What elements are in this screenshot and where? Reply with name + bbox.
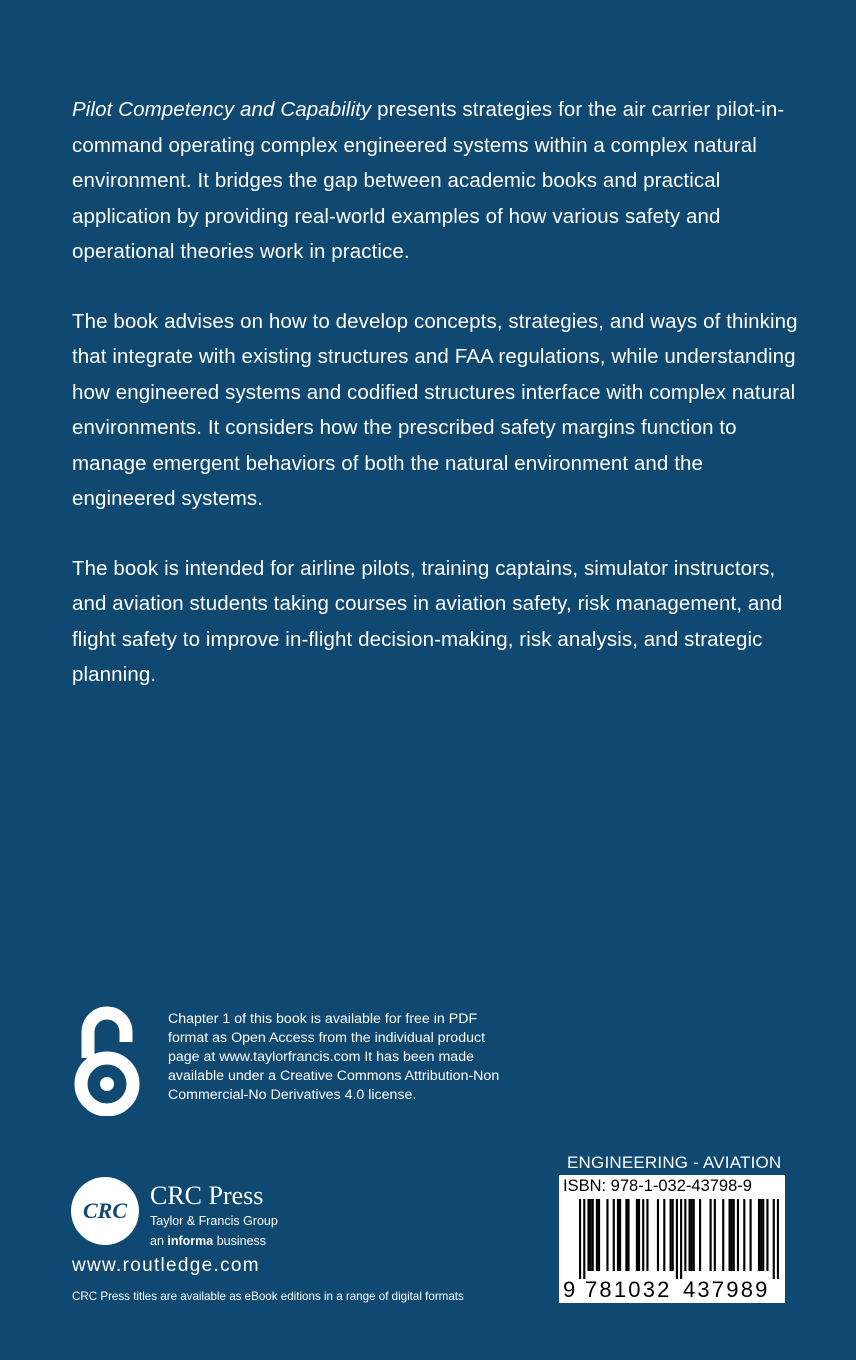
barcode-bar <box>750 1199 752 1271</box>
barcode-bar <box>722 1199 724 1271</box>
open-access-line: available under a Creative Commons Attribution-Non <box>168 1068 500 1084</box>
barcode-bar <box>625 1199 627 1271</box>
publisher-url[interactable]: www.routledge.com <box>72 1255 260 1276</box>
barcode-bars <box>579 1199 779 1279</box>
barcode-bar <box>733 1199 735 1271</box>
open-access-line: format as Open Access from the individual product <box>168 1030 486 1046</box>
barcode-bar <box>583 1199 585 1279</box>
barcode-digits-left: 781032 <box>585 1277 672 1302</box>
barcode-bar <box>710 1199 712 1271</box>
barcode-bar <box>773 1199 775 1279</box>
isbn-barcode <box>559 1175 785 1303</box>
publisher-group: Taylor & Francis Group <box>150 1214 278 1228</box>
barcode-bar <box>760 1199 762 1271</box>
informa-business <box>150 1233 266 1249</box>
back-cover-blurb <box>72 92 802 693</box>
barcode-bar <box>777 1199 779 1279</box>
barcode-bar <box>693 1199 695 1271</box>
barcode-bar <box>684 1199 686 1271</box>
barcode-bar <box>731 1199 733 1271</box>
informa-word: informa <box>167 1234 214 1248</box>
barcode-bar <box>672 1199 674 1271</box>
barcode-bar <box>627 1199 629 1271</box>
barcode-bar <box>596 1199 598 1271</box>
open-access-line: Commercial-No Derivatives 4.0 license. <box>168 1087 417 1103</box>
blurb-paragraph-3: The book is intended for airline pilots, training captains, simulator instructors, and aviation students taking courses in aviation safety, risk management, and flight safety to improve in-flight decision-making, risk analysis, and strategic planning. <box>72 556 783 686</box>
open-access-lock-icon <box>74 1004 140 1116</box>
book-title: Pilot Competency and Capability <box>72 98 372 121</box>
crc-press-logo <box>70 1176 140 1246</box>
barcode-bar <box>663 1199 665 1271</box>
barcode-bar <box>606 1199 608 1271</box>
barcode-bar <box>598 1199 600 1271</box>
barcode-bar <box>590 1199 592 1271</box>
open-access-line: page at www.taylorfrancis.com It has been made <box>168 1049 474 1065</box>
barcode-bar <box>646 1199 648 1271</box>
blurb-paragraph-1-text: presents strategies for the air carrier pilot-in-command operating complex engineered systems within a complex natural environment. It bridges the gap between academic books and practical application by providing real-world examples of how various safety and operational theories work in practice. <box>72 98 785 263</box>
barcode-bar <box>638 1199 640 1271</box>
barcode-bar <box>714 1199 716 1271</box>
subject-category: ENGINEERING - AVIATION <box>567 1153 782 1172</box>
barcode-bar <box>670 1199 672 1271</box>
open-access-line: Chapter 1 of this book is available for free in PDF <box>168 1011 478 1027</box>
blurb-paragraph-1 <box>72 92 802 270</box>
open-access-notice <box>168 1010 558 1105</box>
barcode-bar <box>676 1199 678 1279</box>
barcode-bar <box>613 1199 615 1271</box>
barcode-bar <box>657 1199 659 1271</box>
barcode-bar <box>688 1199 690 1271</box>
barcode-bar <box>579 1199 581 1279</box>
barcode-digit-first: 9 <box>563 1277 576 1302</box>
crc-logo-text: CRC <box>82 1198 128 1223</box>
publisher-name: CRC Press <box>150 1181 264 1210</box>
barcode-bar <box>766 1199 768 1271</box>
barcode-bar <box>587 1199 589 1271</box>
informa-suffix: business <box>213 1234 267 1248</box>
barcode-bar <box>680 1199 682 1279</box>
barcode-bar <box>691 1199 693 1271</box>
barcode-bar <box>642 1199 644 1271</box>
ebook-note: CRC Press titles are available as eBook editions in a range of digital formats <box>72 1290 464 1303</box>
barcode-digits-right: 437989 <box>683 1277 770 1302</box>
informa-prefix: an <box>150 1234 168 1248</box>
barcode-bar <box>728 1199 730 1271</box>
barcode-bar <box>758 1199 760 1271</box>
barcode-bar <box>592 1199 594 1271</box>
barcode-bar <box>619 1199 621 1271</box>
barcode-bar <box>636 1199 638 1271</box>
isbn-label: ISBN: 978-1-032-43798-9 <box>563 1177 752 1195</box>
barcode-bar <box>617 1199 619 1271</box>
barcode-bar <box>737 1199 739 1271</box>
barcode-bar <box>762 1199 764 1271</box>
blurb-paragraph-2: The book advises on how to develop concepts, strategies, and ways of thinking that integrate with existing structures and FAA regulations, while understanding how engineered systems and codified structures interface with complex natural environments. It considers how the prescribed safety margins function to manage emergent behaviors of both the natural environment and the engineered systems. <box>72 309 798 510</box>
barcode-bar <box>743 1199 745 1271</box>
barcode-bar <box>699 1199 701 1271</box>
